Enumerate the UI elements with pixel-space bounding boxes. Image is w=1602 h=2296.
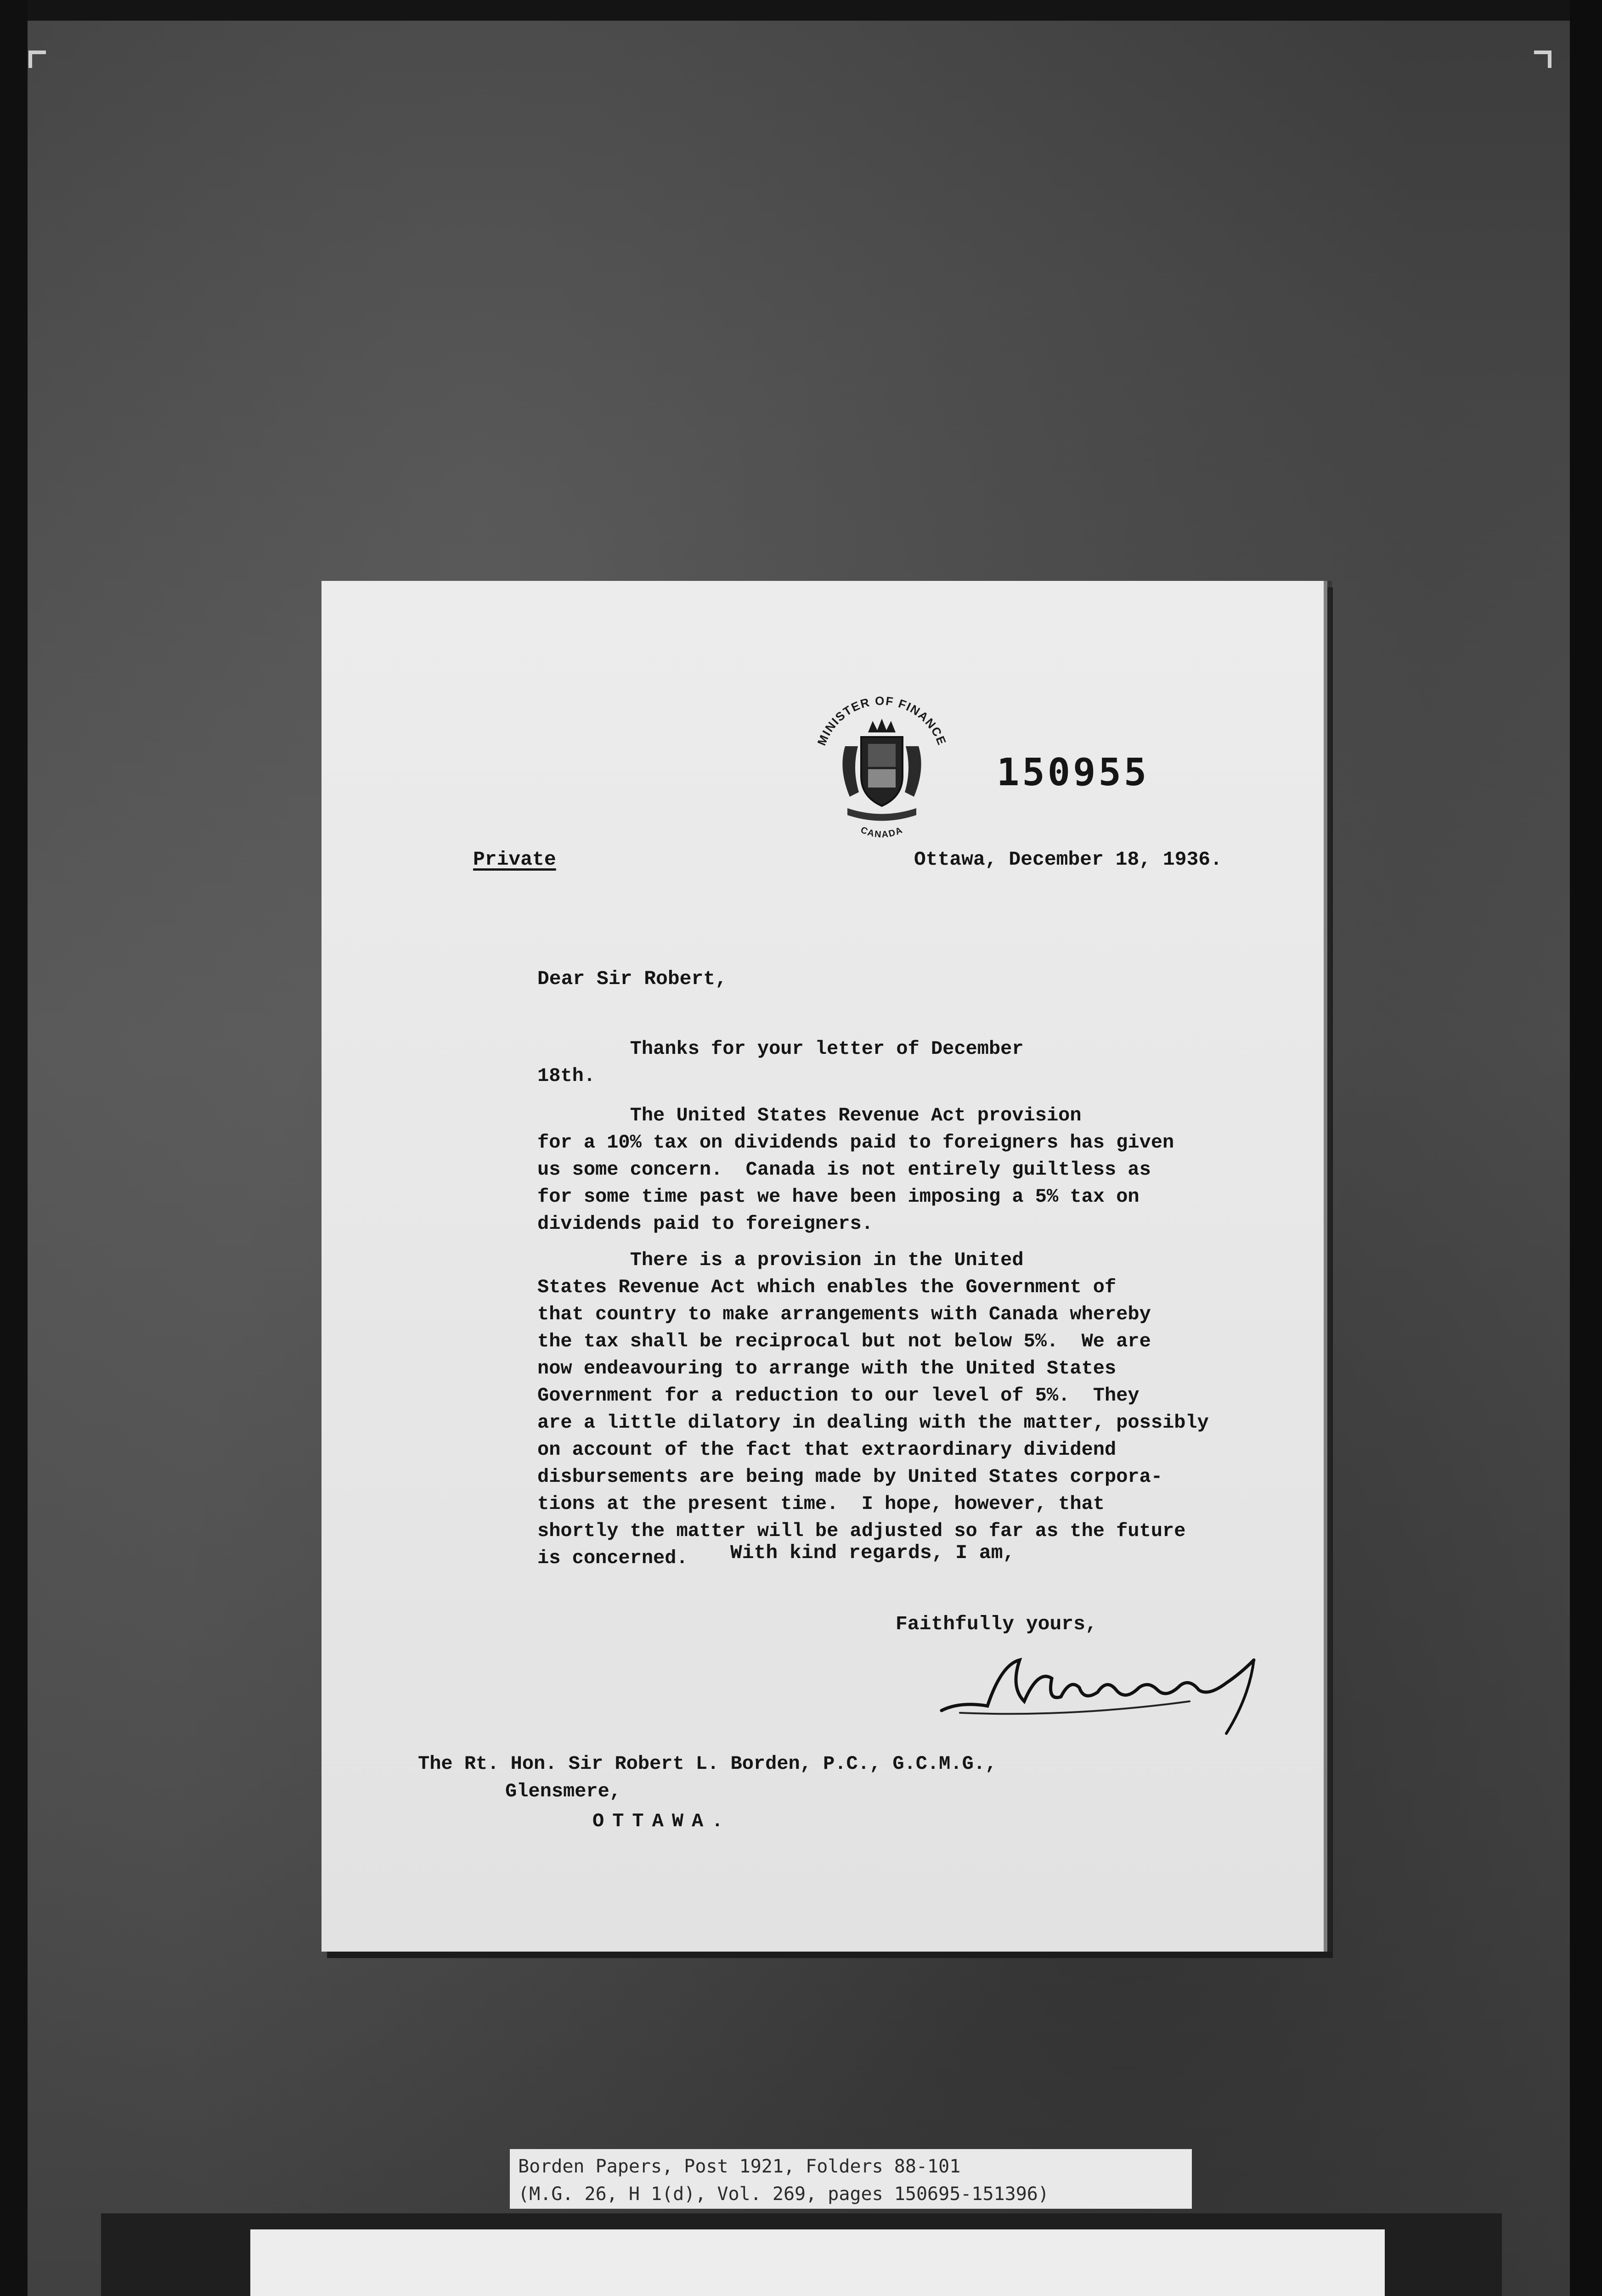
- paragraph-line: States Revenue Act which enables the Government of: [537, 1276, 1117, 1298]
- recipient-line-1: The Rt. Hon. Sir Robert L. Borden, P.C., G.C.M.G.,: [418, 1753, 997, 1775]
- paragraph-line: shortly the matter will be adjusted so far as the future: [537, 1520, 1186, 1542]
- paragraph-line: disbursements are being made by United States corpora-: [537, 1466, 1163, 1488]
- paragraph-line: for some time past we have been imposing a 5% tax on: [537, 1186, 1139, 1208]
- paragraph-1: [537, 1035, 1235, 1090]
- recipient-line-2: Glensmere,: [505, 1780, 621, 1802]
- paragraph-line: Thanks for your letter of December: [537, 1038, 1024, 1060]
- film-frame-top: [0, 0, 1602, 21]
- handwritten-signature: [932, 1632, 1281, 1738]
- film-frame-left: [0, 0, 28, 2296]
- paragraph-line: us some concern. Canada is not entirely guiltless as: [537, 1159, 1151, 1181]
- paragraph-line: for a 10% tax on dividends paid to foreigners has given: [537, 1131, 1174, 1154]
- paragraph-line: are a little dilatory in dealing with the matter, possibly: [537, 1412, 1209, 1434]
- corner-registration-mark: [28, 51, 46, 68]
- paragraph-3: [537, 1247, 1235, 1572]
- paragraph-line: dividends paid to foreigners.: [537, 1213, 873, 1235]
- private-label: Private: [473, 848, 556, 871]
- citation-line-1: Borden Papers, Post 1921, Folders 88-101: [518, 2156, 961, 2177]
- salutation: Dear Sir Robert,: [537, 968, 727, 990]
- film-frame-right: [1570, 0, 1602, 2296]
- paragraph-line: is concerned.: [537, 1547, 688, 1569]
- recipient-line-3: OTTAWA.: [592, 1810, 732, 1832]
- corner-registration-mark: [1534, 51, 1551, 68]
- valediction: Faithfully yours,: [896, 1613, 1097, 1635]
- document-number: 150955: [997, 751, 1150, 794]
- closing-line: With kind regards, I am,: [730, 1542, 1015, 1564]
- archives-placard: [250, 2229, 1385, 2296]
- paragraph-line: now endeavouring to arrange with the United States: [537, 1357, 1117, 1379]
- seal-text-bottom: CANADA: [859, 825, 905, 840]
- paragraph-2: [537, 1102, 1235, 1238]
- paragraph-line: 18th.: [537, 1065, 596, 1087]
- paragraph-line: The United States Revenue Act provision: [537, 1104, 1082, 1126]
- paragraph-line: on account of the fact that extraordinary dividend: [537, 1439, 1117, 1461]
- letter-sheet: [322, 581, 1327, 1952]
- citation-label: [510, 2149, 1192, 2209]
- paragraph-line: that country to make arrangements with Canada whereby: [537, 1303, 1151, 1325]
- dateline: Ottawa, December 18, 1936.: [914, 848, 1222, 871]
- paragraph-line: There is a provision in the United: [537, 1249, 1024, 1271]
- svg-text:CANADA: [859, 825, 904, 840]
- paragraph-line: the tax shall be reciprocal but not below 5%. We are: [537, 1330, 1151, 1352]
- seal-text-top: MINISTER OF FINANCE: [814, 693, 949, 748]
- paragraph-line: tions at the present time. I hope, however, that: [537, 1493, 1105, 1515]
- paragraph-line: Government for a reduction to our level of 5%. They: [537, 1384, 1139, 1407]
- citation-line-2: (M.G. 26, H 1(d), Vol. 269, pages 150695-151396): [518, 2183, 1049, 2205]
- coat-of-arms-icon: [799, 677, 965, 843]
